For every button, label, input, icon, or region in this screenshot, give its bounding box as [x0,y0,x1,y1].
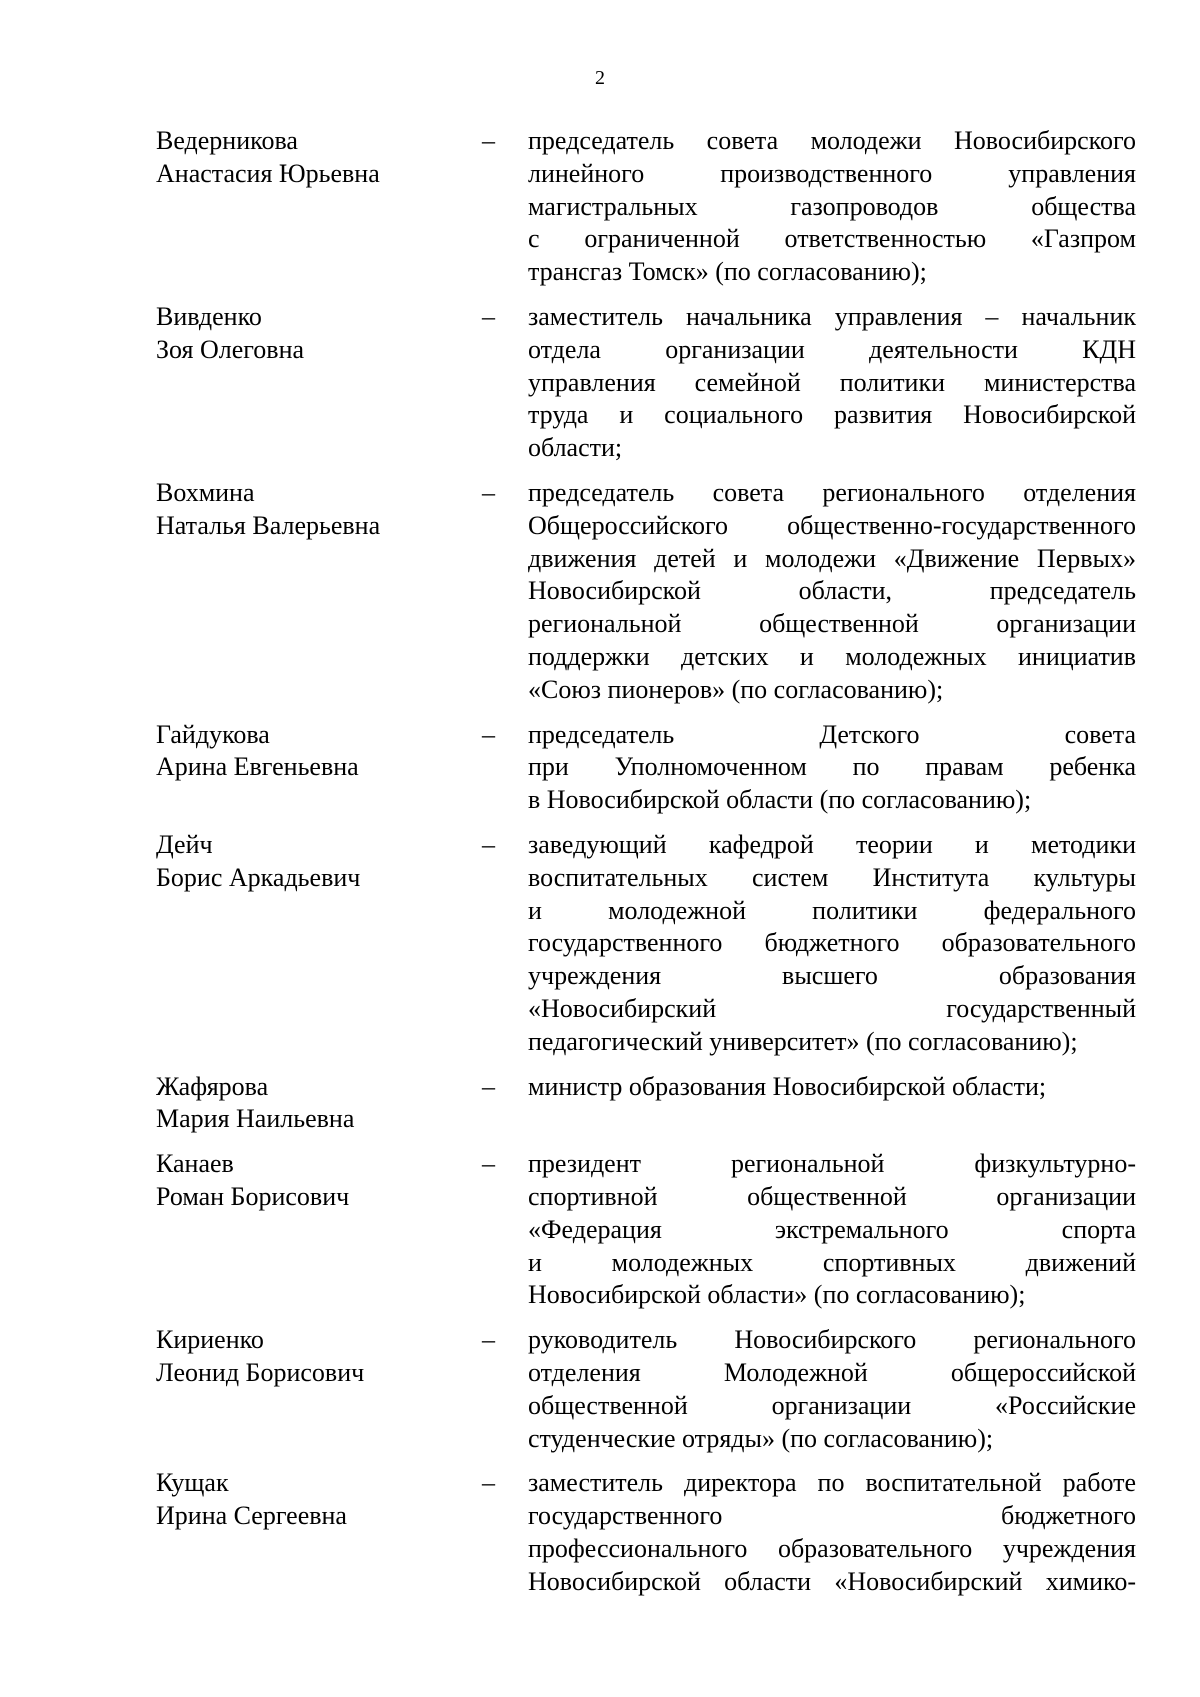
member-name [156,719,456,785]
position-line: «Федерация экстремального спорта [528,1214,1136,1244]
member-entry [0,1467,1200,1598]
member-name [156,1324,456,1390]
member-entry [0,1324,1200,1455]
position-line: государственного бюджетного [528,1501,1136,1531]
position-line: студенческие отряды» (по согласованию); [528,1423,994,1453]
position-line: управления семейной политики министерства [528,367,1136,397]
position-line: заведующий кафедрой теории и методики [528,829,1136,859]
entry-dash: – [482,1468,495,1498]
position-line: в Новосибирской области (по согласованию); [528,785,1032,815]
position-line: и молодежных спортивных движений [528,1247,1136,1277]
position-line: президент региональной физкультурно- [528,1149,1136,1179]
position-line: отдела организации деятельности КДН [528,334,1136,364]
member-surname: Гайдукова [156,719,270,749]
member-given-names: Анастасия Юрьевна [156,158,380,188]
position-line: учреждения высшего образования [528,961,1136,991]
position-line: заместитель директора по воспитательной работе [528,1468,1136,1498]
entry-dash: – [482,1071,495,1101]
position-line: магистральных газопроводов общества [528,191,1136,221]
member-name [156,1467,456,1533]
position-line: воспитательных систем Института культуры [528,862,1136,892]
member-entry [0,719,1200,817]
position-line: области; [528,433,623,463]
position-line: региональной общественной организации [528,609,1136,639]
position-line: председатель совета молодежи Новосибирского [528,126,1136,155]
member-name [156,477,456,543]
member-surname: Ведерникова [156,126,298,155]
position-line: Общероссийского общественно-государственного [528,510,1136,540]
position-line: труда и социального развития Новосибирской [528,400,1136,430]
member-surname: Жафярова [156,1071,269,1101]
entry-dash: – [482,719,495,749]
entry-dash: – [482,1149,495,1179]
position-line: поддержки детских и молодежных инициатив [528,641,1136,671]
position-line: трансгаз Томск» (по согласованию); [528,257,927,287]
member-position [528,829,1136,1059]
member-name [156,1148,456,1214]
position-line: отделения Молодежной общероссийской [528,1357,1136,1387]
position-line: и молодежной политики федерального [528,895,1136,925]
member-name [156,125,456,191]
member-position [528,719,1136,817]
member-given-names: Роман Борисович [156,1181,350,1211]
position-line: с ограниченной ответственностью «Газпром [528,224,1136,254]
member-entry [0,125,1200,289]
position-line: линейного производственного управления [528,158,1136,188]
member-surname: Канаев [156,1149,234,1179]
member-given-names: Ирина Сергеевна [156,1501,347,1531]
position-line: министр образования Новосибирской области; [528,1071,1047,1101]
position-line: руководитель Новосибирского регионального [528,1325,1136,1355]
member-name [156,301,456,367]
member-given-names: Арина Евгеньевна [156,752,359,782]
page-number: 2 [595,67,605,89]
member-entry [0,477,1200,707]
member-given-names: Леонид Борисович [156,1357,365,1387]
member-position [528,301,1136,465]
member-entry [0,1071,1200,1137]
member-given-names: Борис Аркадьевич [156,862,361,892]
entry-dash: – [482,302,495,331]
member-name [156,1071,456,1137]
member-position [528,477,1136,707]
member-surname: Кущак [156,1468,229,1498]
position-line: «Союз пионеров» (по согласованию); [528,674,944,704]
position-line: председатель совета регионального отделения [528,478,1136,507]
position-line: профессионального образовательного учреждения [528,1533,1136,1563]
member-position [528,1071,1136,1104]
entry-dash: – [482,478,495,507]
position-line: председатель Детского совета [528,719,1136,749]
position-line: Новосибирской области, председатель [528,576,1136,606]
member-given-names: Зоя Олеговна [156,334,305,364]
position-line: Новосибирской области» (по согласованию); [528,1280,1026,1310]
position-line: спортивной общественной организации [528,1181,1136,1211]
entry-dash: – [482,829,495,859]
member-surname: Кириенко [156,1325,264,1355]
member-surname: Вивденко [156,302,262,331]
position-line: Новосибирской области «Новосибирский химико- [528,1566,1136,1596]
member-position [528,1148,1136,1312]
member-position [528,1324,1136,1455]
member-position [528,1467,1136,1598]
member-entry [0,1148,1200,1312]
position-line: заместитель начальника управления – начальник [528,302,1136,331]
member-surname: Дейч [156,829,213,859]
position-line: педагогический университет» (по согласованию); [528,1026,1078,1056]
position-line: при Уполномоченном по правам ребенка [528,752,1136,782]
member-name [156,829,456,895]
member-list [0,113,1200,1599]
position-line: движения детей и молодежи «Движение Первых» [528,543,1136,573]
entry-dash: – [482,1325,495,1355]
position-line: «Новосибирский государственный [528,993,1136,1023]
member-entry [0,829,1200,1059]
member-surname: Вохмина [156,478,255,507]
entry-dash: – [482,126,495,155]
member-position [528,125,1136,289]
member-given-names: Мария Наильевна [156,1104,355,1134]
member-entry [0,301,1200,465]
position-line: государственного бюджетного образовательного [528,928,1136,958]
member-given-names: Наталья Валерьевна [156,510,381,540]
position-line: общественной организации «Российские [528,1390,1136,1420]
